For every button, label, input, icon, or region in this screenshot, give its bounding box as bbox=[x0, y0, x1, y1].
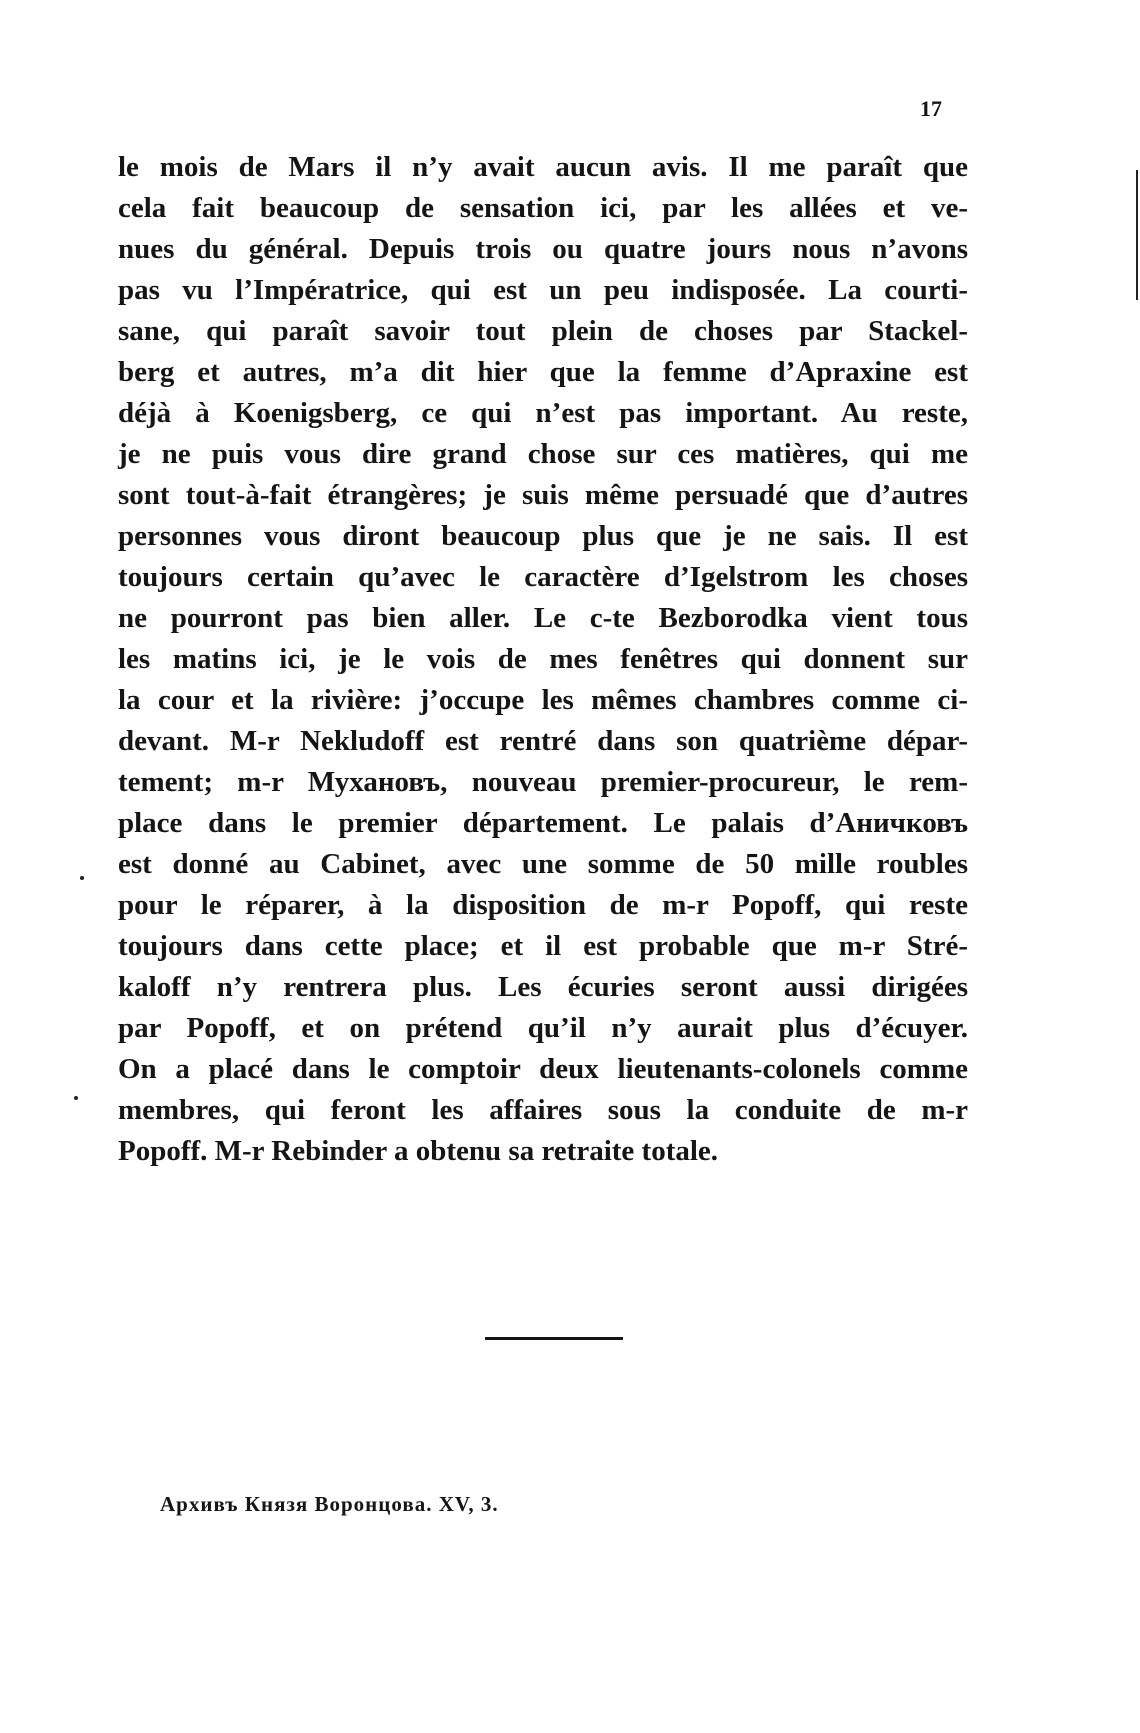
scan-speck bbox=[74, 1096, 78, 1100]
text-line: le mois de Mars il n’y avait aucun avis. Il me paraît que bbox=[118, 151, 968, 183]
text-line: personnes vous diront beaucoup plus que je ne sais. Il est bbox=[118, 520, 968, 552]
text-line: la cour et la rivière: j’occupe les mêmes chambres comme ci- bbox=[118, 684, 968, 716]
text-line: toujours certain qu’avec le caractère d’Igelstrom les choses bbox=[118, 561, 968, 593]
page-number: 17 bbox=[920, 96, 942, 121]
scan-speck bbox=[80, 876, 84, 880]
text-line: nues du général. Depuis trois ou quatre jours nous n’avons bbox=[118, 233, 968, 265]
text-line: toujours dans cette place; et il est probable que m-r Stré- bbox=[118, 930, 968, 962]
text-line: kaloff n’y rentrera plus. Les écuries seront aussi dirigées bbox=[118, 971, 968, 1003]
text-line: je ne puis vous dire grand chose sur ces matières, qui me bbox=[118, 438, 968, 470]
letter-body bbox=[118, 147, 968, 1172]
footer-signature: Архивъ Князя Воронцова. XV, 3. bbox=[160, 1492, 499, 1516]
text-line: pour le réparer, à la disposition de m-r Popoff, qui reste bbox=[118, 889, 968, 921]
text-line: On a placé dans le comptoir deux lieutenants-colonels comme bbox=[118, 1053, 968, 1085]
text-line: berg et autres, m’a dit hier que la femme d’Apraxine est bbox=[118, 356, 968, 388]
text-line: pas vu l’Impératrice, qui est un peu indisposée. La courti- bbox=[118, 274, 968, 306]
text-line: tement; m-r Мухановъ, nouveau premier-procureur, le rem- bbox=[118, 766, 968, 798]
text-line: membres, qui feront les affaires sous la conduite de m-r bbox=[118, 1094, 968, 1126]
text-line: les matins ici, je le vois de mes fenêtres qui donnent sur bbox=[118, 643, 968, 675]
text-line: par Popoff, et on prétend qu’il n’y aurait plus d’écuyer. bbox=[118, 1012, 968, 1044]
text-line: Popoff. M-r Rebinder a obtenu sa retraite totale. bbox=[118, 1135, 719, 1167]
text-line: place dans le premier département. Le palais d’Аничковъ bbox=[118, 807, 968, 839]
text-line: devant. M-r Nekludoff est rentré dans son quatrième dépar- bbox=[118, 725, 968, 757]
text-line: est donné au Cabinet, avec une somme de 50 mille roubles bbox=[118, 848, 968, 880]
text-line: sont tout-à-fait étrangères; je suis même persuadé que d’autres bbox=[118, 479, 968, 511]
scan-edge-mark bbox=[1136, 170, 1138, 300]
text-line: ne pourront pas bien aller. Le c-te Bezborodka vient tous bbox=[118, 602, 968, 634]
text-line: cela fait beaucoup de sensation ici, par les allées et ve- bbox=[118, 192, 968, 224]
text-line: sane, qui paraît savoir tout plein de choses par Stackel- bbox=[118, 315, 968, 347]
section-divider bbox=[485, 1337, 623, 1340]
text-line: déjà à Koenigsberg, ce qui n’est pas important. Au reste, bbox=[118, 397, 968, 429]
